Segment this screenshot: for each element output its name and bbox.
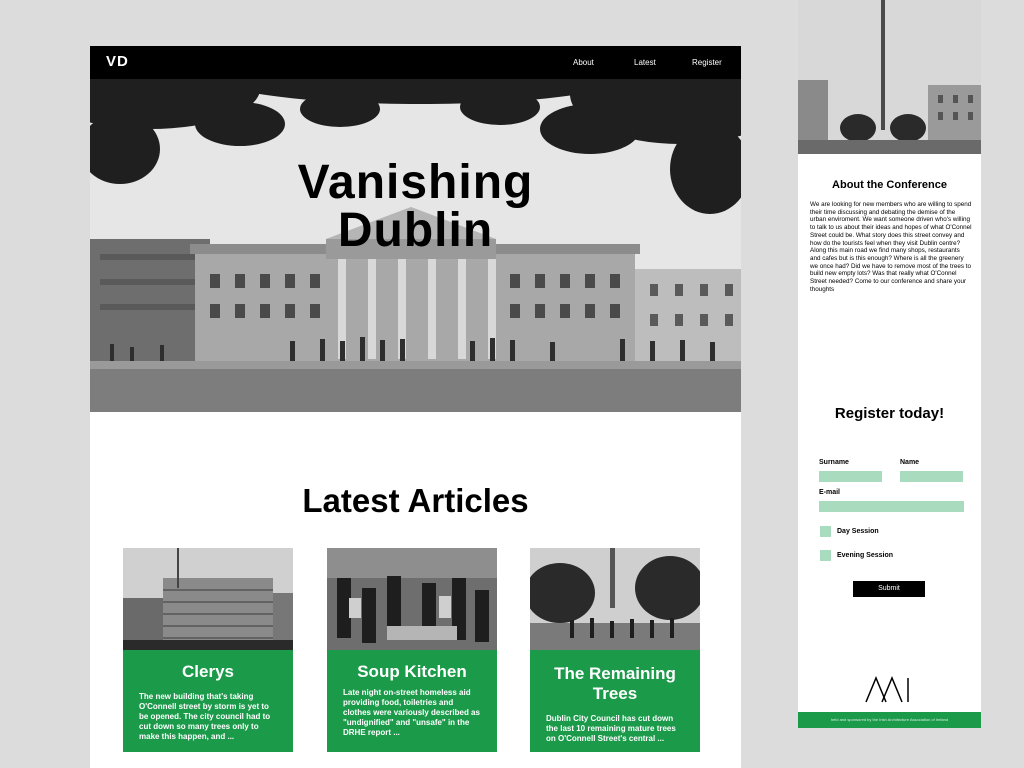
nav-link-about[interactable]: About (573, 58, 594, 67)
hero-title-line2: Dublin (337, 204, 494, 257)
nav-link-register[interactable]: Register (692, 58, 722, 67)
article-card-remaining-trees[interactable] (530, 548, 700, 752)
about-conference-text: We are looking for new members who are willing to spend their time discussing and debating the demise of the urban enviroment. We want someone driven who's willing to talk to us about their ideas and hopes of what O'Connel Street could be. What story does this street convey and how do the tourists feel when they visit Dublin centre? Along this main road we find many shops, restaurants and cafes but is this enough? Where is all the greenery we once had? Did we have to remove most of the trees to build new empty lots? Was that really what O'Connel Street needed? Come to our conference and share your thoughts (810, 201, 972, 293)
footer-bar (798, 712, 981, 728)
day-session-checkbox[interactable] (820, 526, 831, 537)
article-image-clerys (123, 548, 293, 650)
conference-side-panel (798, 0, 981, 728)
about-conference-title: About the Conference (832, 179, 947, 191)
article-title-remaining-trees-line1: The Remaining (554, 664, 676, 683)
email-field[interactable] (819, 501, 964, 512)
article-title-remaining-trees-line2: Trees (592, 684, 638, 703)
spire-photo (798, 0, 981, 154)
hero-title (90, 156, 741, 257)
article-title-soup-kitchen: Soup Kitchen (357, 662, 467, 681)
article-excerpt-clerys: The new building that's taking O'Connell street by storm is yet to be opened. The city council had to cut down so many trees only to make this happen, and ... (139, 692, 271, 741)
hero-title-line1: Vanishing (297, 156, 534, 209)
register-title: Register today! (834, 405, 945, 422)
latest-articles-title: Latest Articles (302, 482, 529, 519)
surname-label: Surname (819, 459, 849, 466)
article-title-remaining-trees (538, 664, 692, 704)
name-field[interactable] (900, 471, 963, 482)
evening-session-checkbox[interactable] (820, 550, 831, 561)
top-navbar (90, 46, 741, 79)
article-title-clerys: Clerys (182, 662, 234, 681)
email-label: E-mail (819, 489, 841, 496)
evening-session-label: Evening Session (837, 552, 894, 559)
association-logo (864, 674, 914, 704)
site-logo[interactable]: VD (106, 53, 129, 70)
surname-field[interactable] (819, 471, 882, 482)
article-card-clerys[interactable] (123, 548, 293, 752)
name-label: Name (900, 459, 920, 466)
article-image-remaining-trees (530, 548, 700, 650)
main-page (90, 46, 741, 768)
article-image-soup-kitchen (327, 548, 497, 650)
article-card-soup-kitchen[interactable] (327, 548, 497, 752)
article-excerpt-soup-kitchen: Late night on-street homeless aid providing food, toiletries and clothes were variously described as "undignified" and "unsafe" in the DRHE report ... (343, 688, 480, 737)
day-session-label: Day Session (837, 528, 879, 535)
footer-text: held and sponsored by the Irish Architecture Association of Ireland (830, 717, 949, 722)
article-excerpt-remaining-trees: Dublin City Council has cut down the last 10 remaining mature trees on O'Connell Street's central ... (546, 714, 676, 743)
nav-link-latest[interactable]: Latest (634, 58, 656, 67)
hero-banner (90, 79, 741, 412)
submit-button[interactable]: Submit (853, 581, 925, 597)
